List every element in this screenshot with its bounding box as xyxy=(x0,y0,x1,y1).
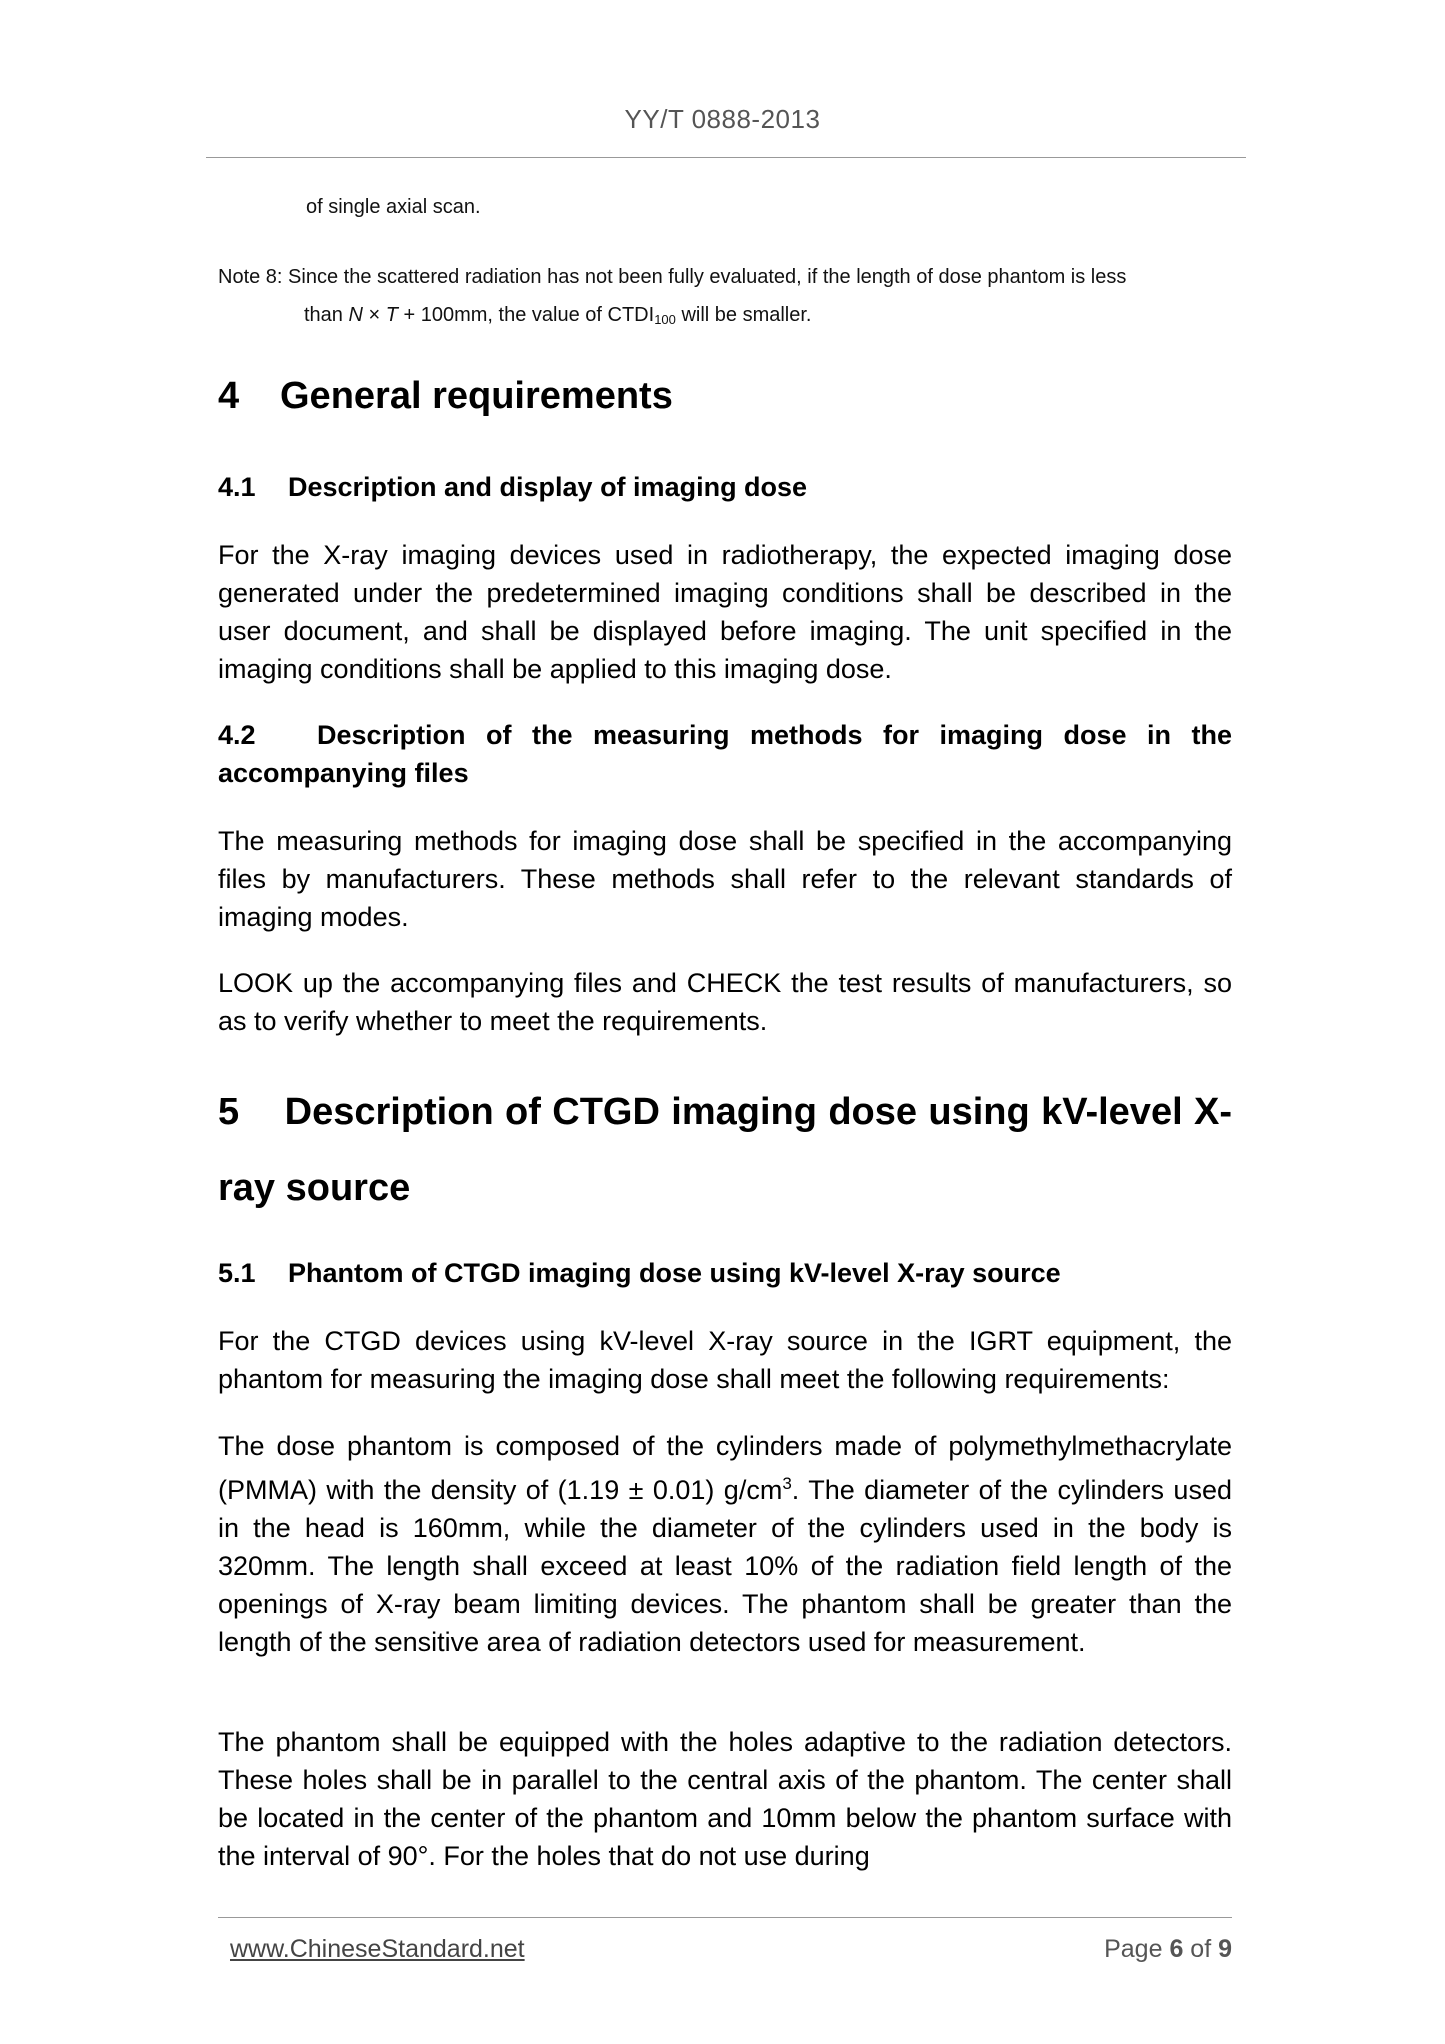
section-4-2-heading: 4.2 Description of the measuring methods for imaging dose in the accompanying files xyxy=(218,716,1232,792)
continuation-text: of single axial scan. xyxy=(306,196,481,218)
section-4-2-heading-line1: 4.2 Description of the measuring methods for imaging dose in the xyxy=(218,720,1232,750)
section-4-1-paragraph: For the X-ray imaging devices used in radiotherapy, the expected imaging dose generated under the predetermined imaging conditions shall be described in the user document, and shall be displayed before imaging. The unit specified in the imaging conditions shall be applied to this imaging dose. xyxy=(218,540,1232,684)
note-8-line2: than N × T + 100mm, the value of $CTDI_{100}$ will be smaller. xyxy=(304,304,812,327)
section-5-heading: 5 Description of CTGD imaging dose using kV-level X- ray source xyxy=(218,1074,1232,1226)
section-4-1-heading: 4.1 Description and display of imaging dose xyxy=(218,472,808,502)
website-link[interactable]: www.ChineseStandard.net xyxy=(230,1935,525,1963)
section-5-1-paragraph-1: For the CTGD devices using kV-level X-ray source in the IGRT equipment, the phantom for measuring the imaging dose shall meet the following requirements: xyxy=(218,1326,1232,1394)
note-8-line1: Note 8: Since the scattered radiation has not been fully evaluated, if the length of dose phantom is less xyxy=(218,266,1127,288)
page-number: Page 6 of 9 xyxy=(1104,1935,1232,1963)
note-8 xyxy=(218,258,1232,339)
section-5-heading-line1: 5 Description of CTGD imaging dose using kV-level X- xyxy=(218,1091,1232,1133)
section-4-heading: 4 General requirements xyxy=(218,375,673,417)
section-5-1-paragraph-3: The phantom shall be equipped with the holes adaptive to the radiation detectors. These holes shall be in parallel to the central axis of the phantom. The center shall be located in the center of the phantom and 10mm below the phantom surface with the interval of 90°. For the holes that do not use during xyxy=(218,1727,1232,1871)
footer-divider xyxy=(218,1917,1232,1918)
document-code-header: YY/T 0888-2013 xyxy=(624,104,821,134)
header-divider xyxy=(206,157,1246,158)
section-5-1-paragraph-2: The dose phantom is composed of the cylinders made of polymethylmethacrylate (PMMA) with the density of (1.19 ± 0.01) $g/cm^3$. The diameter of the cylinders used in the head is 160mm, while the diameter of the cylinders used in the body is 320mm. The length shall exceed at least 10% of the radiation field length of the openings of X-ray beam limiting devices. The phantom shall be greater than the length of the sensitive area of radiation detectors used for measurement. xyxy=(218,1431,1232,1657)
section-4-2-paragraph-1: The measuring methods for imaging dose shall be specified in the accompanying files by manufacturers. These methods shall refer to the relevant standards of imaging modes. xyxy=(218,826,1232,932)
section-4-2-paragraph-2: LOOK up the accompanying files and CHECK the test results of manufacturers, so as to verify whether to meet the requirements. xyxy=(218,968,1232,1036)
section-5-1-heading: 5.1 Phantom of CTGD imaging dose using kV-level X-ray source xyxy=(218,1258,1061,1288)
